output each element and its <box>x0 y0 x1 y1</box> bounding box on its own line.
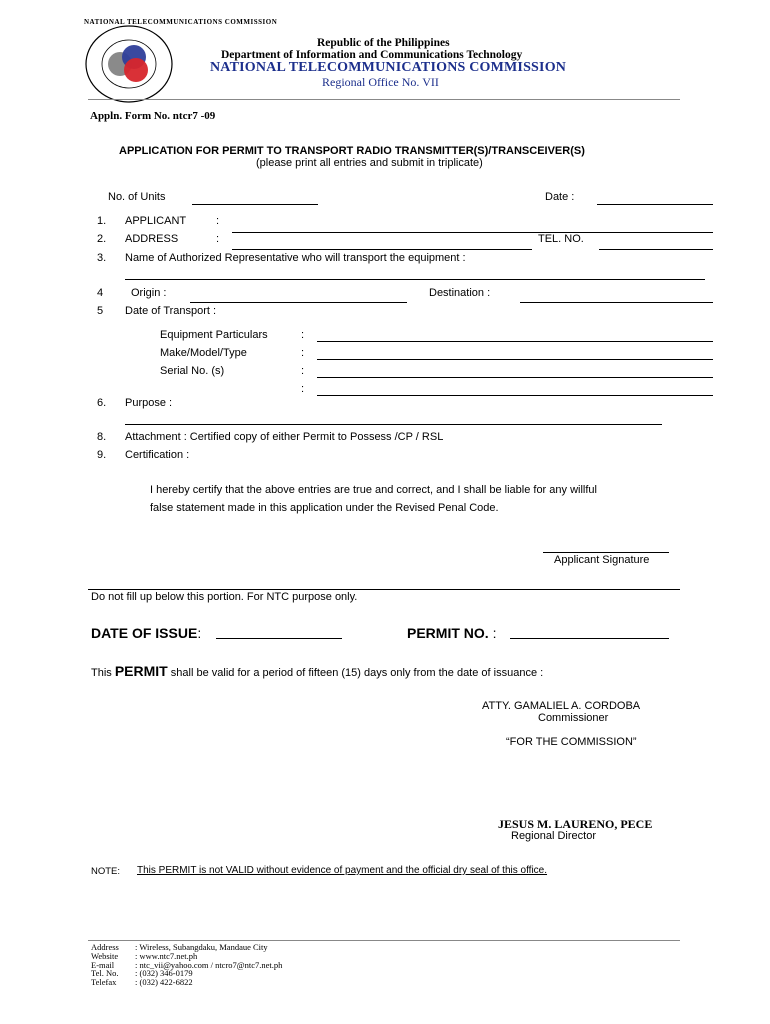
item-number: 5 <box>97 305 104 317</box>
footer-label: Telefax <box>91 977 117 988</box>
serial-no-label: Serial No. (s) <box>160 365 225 377</box>
authorized-rep-field[interactable] <box>125 279 705 280</box>
certify-statement-line1: I hereby certify that the above entries are true and correct, and I shall be liable for any willful <box>150 484 597 496</box>
footer-website[interactable]: : www.ntc7.net.ph <box>135 950 198 961</box>
form-title: APPLICATION FOR PERMIT TO TRANSPORT RADIO TRANSMITTER(S)/TRANSCEIVER(S) <box>119 145 585 157</box>
date-of-transport-label: Date of Transport : <box>125 305 217 317</box>
ntc-portion-divider <box>88 589 680 590</box>
date-field[interactable] <box>597 204 713 205</box>
no-of-units-field[interactable] <box>192 204 318 205</box>
purpose-label: Purpose : <box>125 397 173 409</box>
validity-permit: PERMIT <box>114 663 168 679</box>
date-of-issue-colon: : <box>197 625 202 641</box>
item-number: 6. <box>97 397 107 409</box>
footer-email[interactable]: : ntc_vii@yahoo.com / ntcro7@ntc7.net.ph <box>135 959 283 970</box>
authorized-rep-label: Name of Authorized Representative who will transport the equipment : <box>125 252 466 264</box>
applicant-signature-line[interactable] <box>543 552 669 553</box>
item-number: 1. <box>97 215 107 227</box>
address-colon: : <box>216 233 220 245</box>
purpose-field[interactable] <box>125 424 662 425</box>
origin-field[interactable] <box>190 302 407 303</box>
header-divider <box>88 99 680 100</box>
date-label: Date : <box>545 191 575 203</box>
extra-colon: : <box>301 383 305 395</box>
permit-no-label <box>407 625 496 641</box>
applicant-colon: : <box>216 215 220 227</box>
permit-no-colon: : <box>492 625 497 641</box>
footer-labels <box>91 943 119 987</box>
ntc-portion-notice: Do not fill up below this portion. For NTC purpose only. <box>91 591 358 603</box>
director-title: Regional Director <box>511 830 596 842</box>
address-field[interactable] <box>232 249 532 250</box>
destination-label: Destination : <box>429 287 491 299</box>
for-the-commission: “FOR THE COMMISSION” <box>506 736 637 748</box>
date-of-issue-label <box>91 625 201 641</box>
attachment-label: Attachment : Certified copy of either Permit to Possess /CP / RSL <box>125 431 444 443</box>
item-number: 2. <box>97 233 107 245</box>
validity-statement <box>91 663 543 679</box>
make-model-type-label: Make/Model/Type <box>160 347 247 359</box>
serial-no-colon: : <box>301 365 305 377</box>
footer-label: Website <box>91 950 119 961</box>
origin-label: Origin : <box>131 287 167 299</box>
ntc-seal-logo <box>84 18 278 104</box>
item-number: 8. <box>97 431 107 443</box>
department-line: Department of Information and Communications Technology <box>221 49 523 61</box>
item-number: 4 <box>97 287 104 299</box>
footer-label: Address <box>91 942 119 952</box>
footer-divider <box>88 940 680 941</box>
footer-address: : Wireless, Subangdaku, Mandaue City <box>135 942 268 952</box>
equipment-particulars-label: Equipment Particulars <box>160 329 268 341</box>
date-of-issue-field[interactable] <box>216 638 342 639</box>
item-number: 3. <box>97 252 107 264</box>
equipment-particulars-field[interactable] <box>317 341 713 342</box>
certification-label: Certification : <box>125 449 190 461</box>
no-of-units-label: No. of Units <box>108 191 166 203</box>
tel-no-field[interactable] <box>599 249 713 250</box>
note-text: This PERMIT is not VALID without evidence of payment and the official dry seal of this office. <box>137 865 548 876</box>
make-model-type-field[interactable] <box>317 359 713 360</box>
make-model-colon: : <box>301 347 305 359</box>
date-of-issue-text: DATE OF ISSUE <box>91 625 198 641</box>
tel-no-label: TEL. NO. <box>538 233 584 245</box>
regional-office: Regional Office No. VII <box>322 75 439 89</box>
director-name: JESUS M. LAURENO, PECE <box>498 817 653 831</box>
footer-values <box>135 943 282 987</box>
commissioner-name: ATTY. GAMALIEL A. CORDOBA <box>482 700 641 712</box>
footer-label: Tel. No. <box>91 968 119 979</box>
extra-equipment-field[interactable] <box>317 395 713 396</box>
footer-tel: : (032) 346-0179 <box>135 968 193 979</box>
item-number: 9. <box>97 449 107 461</box>
equipment-colon: : <box>301 329 305 341</box>
commission-name: NATIONAL TELECOMMUNICATIONS COMMISSION <box>210 60 567 75</box>
form-number: Appln. Form No. ntcr7 -09 <box>90 110 216 122</box>
republic-line: Republic of the Philippines <box>317 37 450 49</box>
commissioner-title: Commissioner <box>538 712 609 724</box>
applicant-signature-label: Applicant Signature <box>554 554 650 566</box>
applicant-field[interactable] <box>232 232 713 233</box>
footer-telefax: : (032) 422-6822 <box>135 977 193 988</box>
applicant-label: APPLICANT <box>125 215 187 227</box>
destination-field[interactable] <box>520 302 713 303</box>
seal-text: NATIONAL TELECOMMUNICATIONS COMMISSION <box>84 18 278 26</box>
serial-no-field[interactable] <box>317 377 713 378</box>
certify-statement-line2: false statement made in this application under the Revised Penal Code. <box>150 502 499 514</box>
footer-label: E-mail <box>91 959 115 970</box>
validity-post: shall be valid for a period of fifteen (15) days only from the date of issuance : <box>170 667 544 679</box>
permit-no-text: PERMIT NO. <box>407 625 489 641</box>
address-label: ADDRESS <box>125 233 179 245</box>
validity-pre: This <box>91 667 112 679</box>
permit-no-field[interactable] <box>510 638 669 639</box>
note-label: NOTE: <box>91 866 121 877</box>
form-subtitle: (please print all entries and submit in triplicate) <box>256 157 483 169</box>
